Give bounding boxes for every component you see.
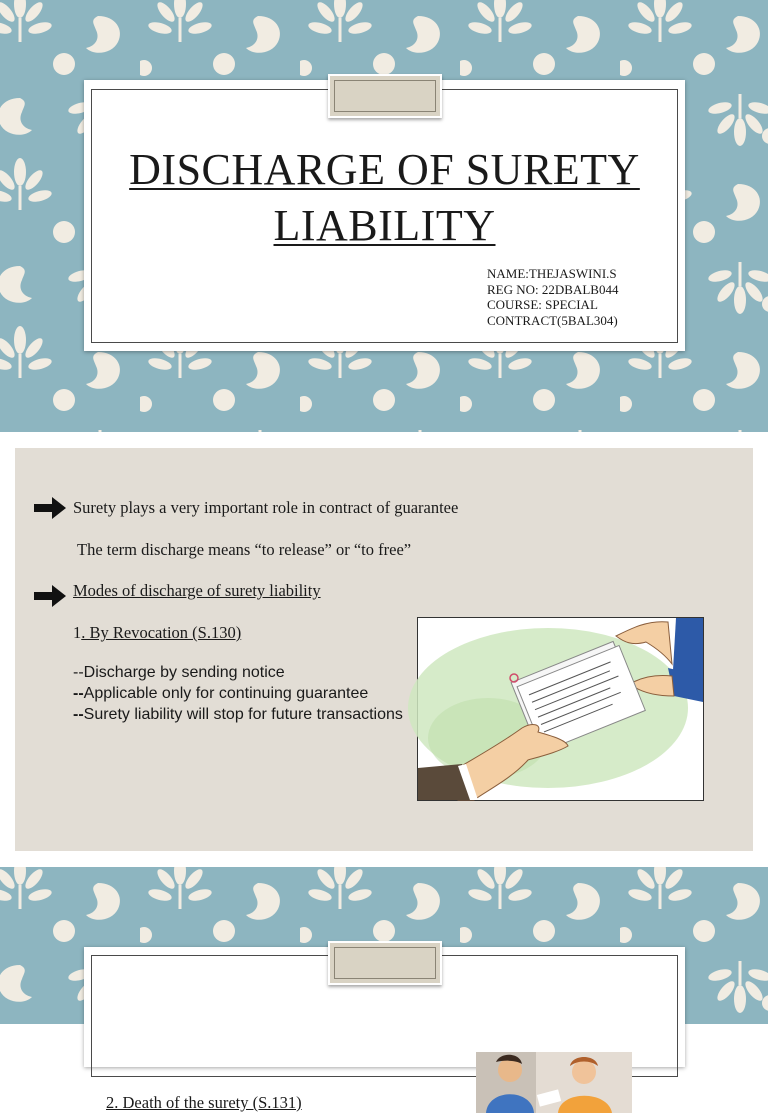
detail-future-text: Surety liability will stop for future transactions [83,706,403,723]
detail-dash: -- [73,706,84,723]
title-card-border [91,89,678,343]
slide-title-line-1: DISCHARGE OF SURETY [129,145,640,194]
discharge-definition: The term discharge means “to release” or “to free” [77,540,412,559]
detail-notice: --Discharge by sending notice [73,664,285,681]
modes-heading: Modes of discharge of surety liability [73,581,321,600]
detail-continuing-text: Applicable only for continuing guarantee [83,685,369,702]
content-card-tab [328,941,442,985]
course-line-2: CONTRACT(5BAL304) [487,312,618,328]
slide-title [92,142,677,254]
illustration-svg [418,618,703,800]
revocation-number: 1 [73,623,82,642]
people-svg [476,1052,632,1113]
slide-title-line-2: LIABILITY [273,201,496,250]
author-name: NAME:THEJASWINI.S [487,266,617,281]
arrow-right-icon [34,497,66,519]
detail-continuing [73,685,368,703]
arrow-right-icon [34,585,66,607]
title-slide [0,0,768,432]
title-card-tab [328,74,442,118]
handing-document-illustration [417,617,704,801]
detail-dash: -- [73,685,84,702]
death-heading: 2. Death of the surety (S.131) [106,1093,302,1112]
content-slide [15,448,753,851]
author-details [487,266,647,328]
detail-future [73,706,403,724]
two-people-illustration [476,1052,632,1113]
reg-number: REG NO: 22DBALB044 [487,281,619,297]
revocation-heading [73,623,241,643]
title-card [84,80,685,351]
bullet-surety-role: Surety plays a very important role in contract of guarantee [73,498,459,517]
death-of-surety-slide [0,867,768,1112]
course-line-1: COURSE: SPECIAL [487,297,598,312]
revocation-title: . By Revocation (S.130) [81,623,242,642]
content-card [84,947,685,1112]
